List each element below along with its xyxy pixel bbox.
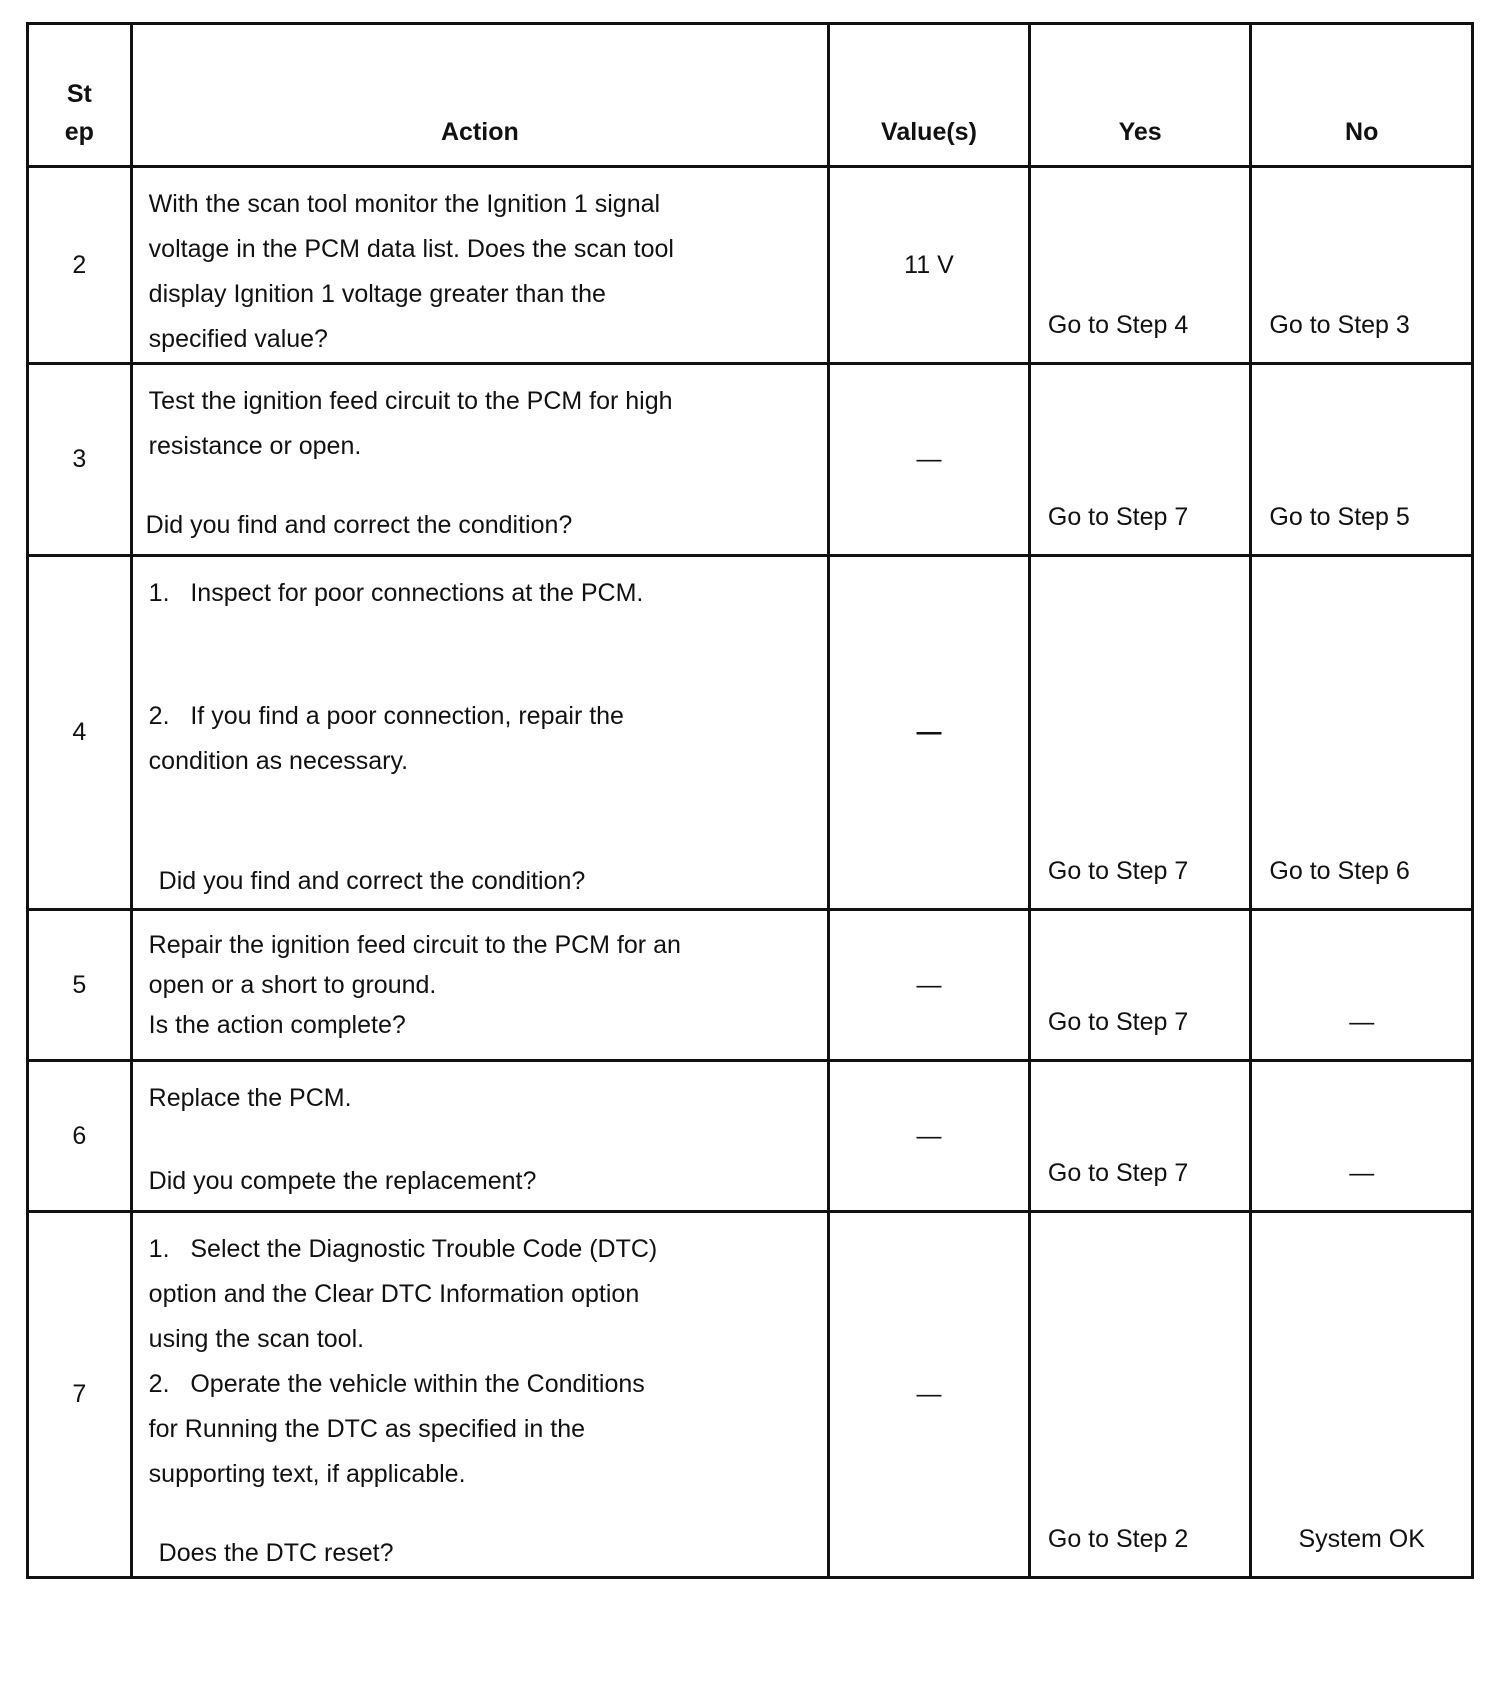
action-question: Does the DTC reset? <box>158 1539 394 1567</box>
action-line: open or a short to ground. <box>148 971 437 999</box>
step-number: 3 <box>28 364 132 556</box>
action-text <box>131 1061 828 1212</box>
action-text <box>131 1212 828 1578</box>
action-question: Did you find and correct the condition? <box>145 511 573 539</box>
no-cell: — <box>1251 1061 1473 1212</box>
value-cell: — <box>829 364 1030 556</box>
diagnostic-table <box>26 22 1474 1579</box>
value-cell: — <box>829 1061 1030 1212</box>
yes-cell: Go to Step 7 <box>1029 910 1251 1061</box>
step-number: 2 <box>28 167 132 364</box>
yes-cell: Go to Step 7 <box>1029 1061 1251 1212</box>
action-line: 2. If you find a poor connection, repair the <box>148 702 624 730</box>
no-cell: Go to Step 3 <box>1251 167 1473 364</box>
header-values: Value(s) <box>829 24 1030 167</box>
step-number: 7 <box>28 1212 132 1578</box>
action-text <box>131 556 828 910</box>
header-yes: Yes <box>1029 24 1251 167</box>
action-line: option and the Clear DTC Information option <box>148 1280 640 1308</box>
spacer <box>149 616 809 694</box>
action-line: condition as necessary. <box>148 747 409 775</box>
no-cell: Go to Step 6 <box>1251 556 1473 910</box>
action-question: Did you find and correct the condition? <box>158 867 586 895</box>
action-line: 1. Inspect for poor connections at the PCM. <box>148 579 644 607</box>
action-text <box>131 364 828 556</box>
action-line: using the scan tool. <box>148 1325 365 1353</box>
spacer <box>149 1121 809 1159</box>
step-number: 5 <box>28 910 132 1061</box>
spacer <box>149 1497 809 1531</box>
action-line: resistance or open. <box>148 432 362 460</box>
table-row-step-7 <box>28 1212 1473 1578</box>
action-text <box>131 910 828 1061</box>
action-question: Did you compete the replacement? <box>148 1167 537 1195</box>
value-cell: — <box>829 1212 1030 1578</box>
table-row-step-4 <box>28 556 1473 910</box>
action-line: 1. Select the Diagnostic Trouble Code (DTC) <box>148 1235 658 1263</box>
action-line: display Ignition 1 voltage greater than the <box>148 280 606 308</box>
action-line: 2. Operate the vehicle within the Conditions <box>148 1370 645 1398</box>
action-line: Is the action complete? <box>148 1011 406 1039</box>
table-row-step-6 <box>28 1061 1473 1212</box>
yes-cell: Go to Step 2 <box>1029 1212 1251 1578</box>
no-cell: Go to Step 5 <box>1251 364 1473 556</box>
header-step: St ep <box>28 24 132 167</box>
yes-cell: Go to Step 4 <box>1029 167 1251 364</box>
spacer <box>149 469 809 503</box>
header-action: Action <box>131 24 828 167</box>
no-cell: — <box>1251 910 1473 1061</box>
table-row-step-2 <box>28 167 1473 364</box>
no-cell: System OK <box>1251 1212 1473 1578</box>
value-cell: 11 V <box>829 167 1030 364</box>
yes-cell: Go to Step 7 <box>1029 364 1251 556</box>
value-cell: — <box>829 910 1030 1061</box>
value-cell: — <box>829 556 1030 910</box>
action-line: Repair the ignition feed circuit to the PCM for an <box>148 931 681 959</box>
spacer <box>149 784 809 859</box>
action-line: Replace the PCM. <box>148 1084 352 1112</box>
step-number: 6 <box>28 1061 132 1212</box>
action-line: voltage in the PCM data list. Does the scan tool <box>148 235 674 263</box>
yes-cell: Go to Step 7 <box>1029 556 1251 910</box>
action-text <box>131 167 828 364</box>
step-number: 4 <box>28 556 132 910</box>
action-line: for Running the DTC as specified in the <box>148 1415 586 1443</box>
action-line: supporting text, if applicable. <box>148 1460 466 1488</box>
table-row-step-3 <box>28 364 1473 556</box>
action-line: Test the ignition feed circuit to the PCM for high <box>148 387 673 415</box>
table-header-row <box>28 24 1473 167</box>
action-line: specified value? <box>148 325 328 353</box>
header-no: No <box>1251 24 1473 167</box>
action-line: With the scan tool monitor the Ignition 1 signal <box>148 190 661 218</box>
table-row-step-5 <box>28 910 1473 1061</box>
